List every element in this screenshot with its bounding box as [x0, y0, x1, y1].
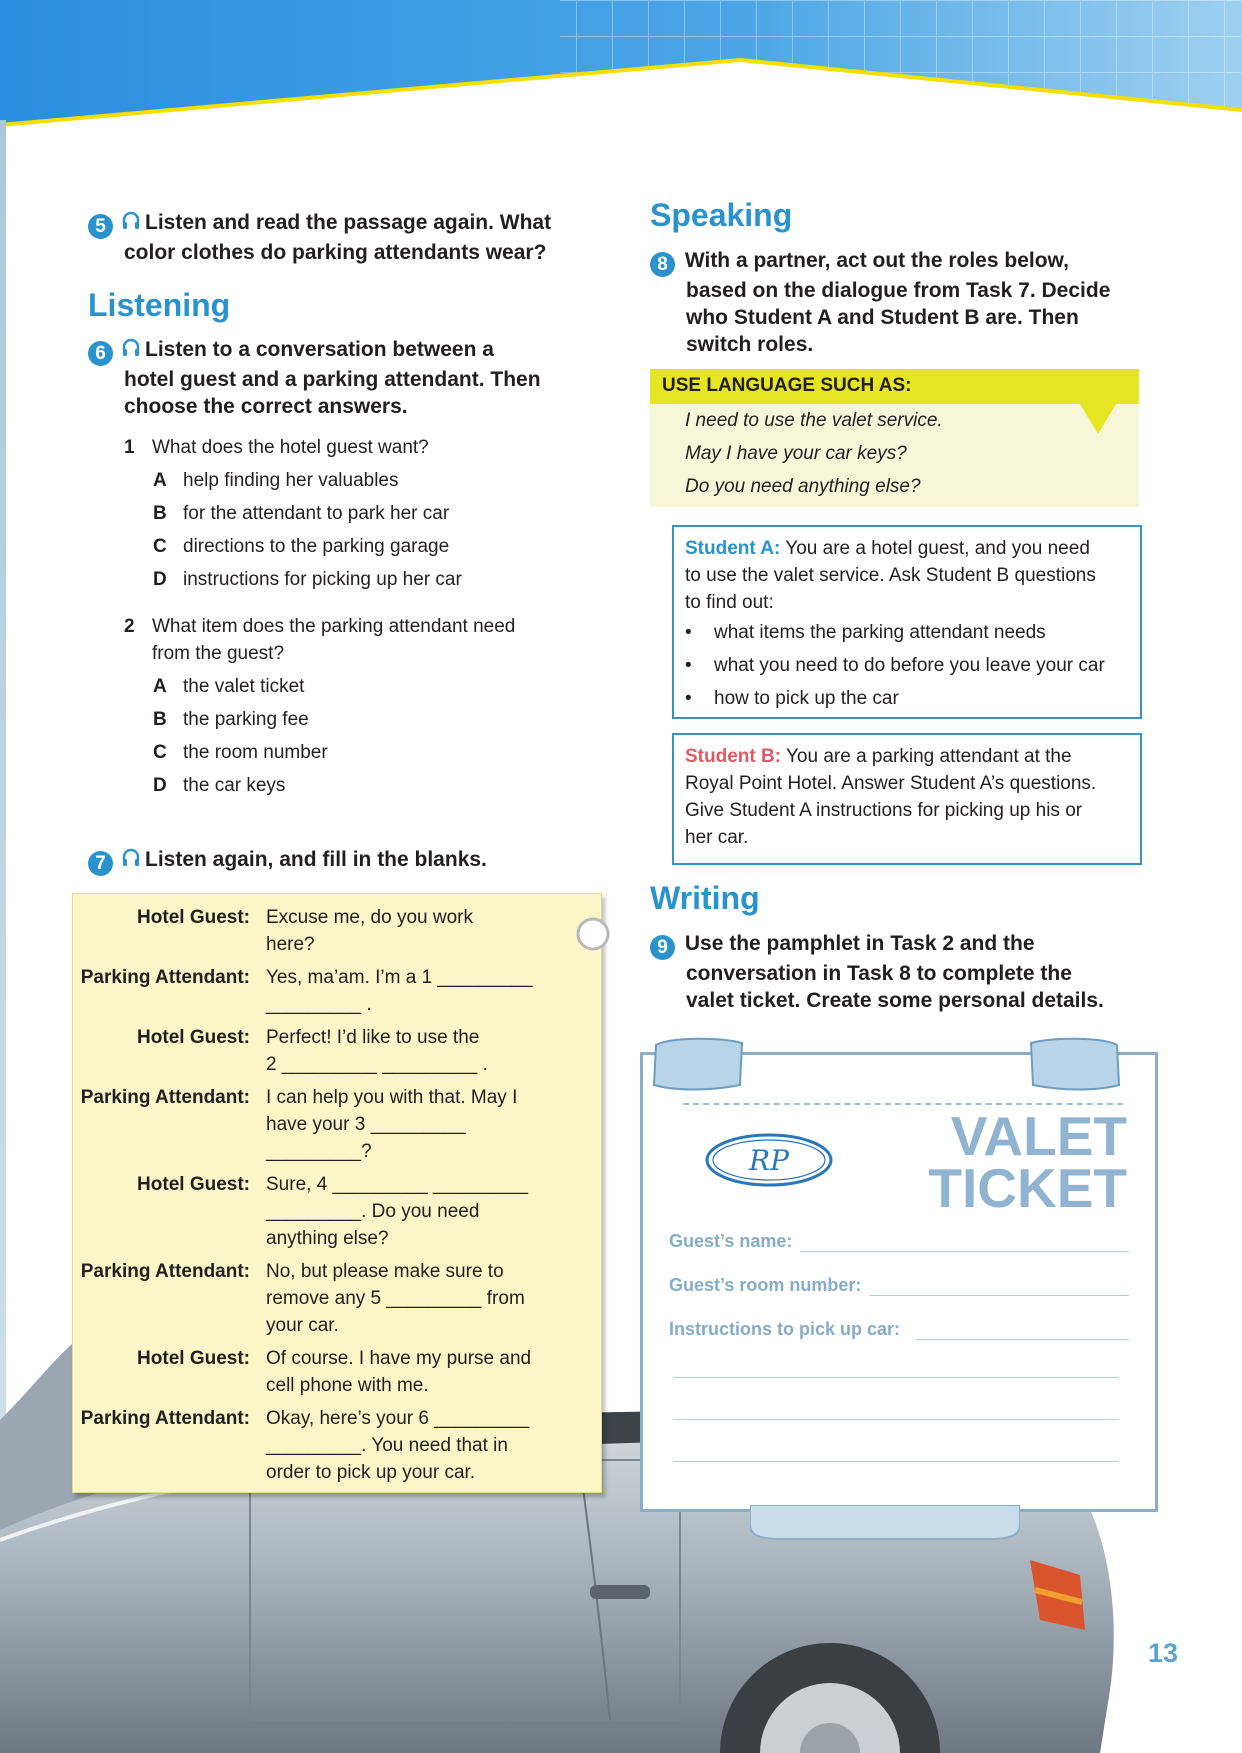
answer-option[interactable]: B for the attendant to park her car	[153, 503, 450, 524]
fill-blank[interactable]: _________. You need that in	[266, 1435, 508, 1456]
phrase: I need to use the valet service.	[685, 410, 943, 431]
writing-line[interactable]	[673, 1377, 1119, 1378]
dialogue-row: Parking Attendant: Okay, here’s your 6 _________ _________. You need that in order to pick up your car.	[73, 1405, 593, 1486]
headphones-icon	[121, 848, 141, 875]
writing-line[interactable]	[673, 1419, 1119, 1420]
fill-blank[interactable]: have your 3 _________	[266, 1114, 466, 1135]
section-title-speaking: Speaking	[650, 197, 793, 233]
exercise-number: 8	[650, 252, 675, 277]
fill-blank[interactable]: Okay, here’s your 6 _________	[266, 1408, 530, 1429]
dialogue-row: Hotel Guest: Sure, 4 _________ _________ _________. Do you need anything else?	[73, 1171, 593, 1252]
dialogue-row: Hotel Guest: Perfect! I’d like to use the 2 _________ _________ .	[73, 1024, 593, 1078]
answer-option[interactable]: D instructions for picking up her car	[153, 569, 462, 590]
section-title-listening: Listening	[88, 287, 231, 323]
answer-option[interactable]: A the valet ticket	[153, 676, 305, 697]
list-item: • how to pick up the car	[685, 682, 1130, 715]
answer-option[interactable]: C the room number	[153, 742, 328, 763]
headphones-icon	[121, 211, 141, 238]
exercise-number: 5	[88, 214, 113, 239]
dialogue-row: Parking Attendant: No, but please make sure to remove any 5 _________ from your car.	[73, 1258, 593, 1339]
answer-option[interactable]: C directions to the parking garage	[153, 536, 450, 557]
fill-blank[interactable]: Yes, ma’am. I’m a 1 _________	[266, 967, 533, 988]
student-a-box: Student A: You are a hotel guest, and you need to use the valet service. Ask Student B questions to find out: • what items the parking attendant needs • what you need to do before you leave your car • how to pick up the car	[672, 525, 1142, 719]
fill-blank[interactable]: _________. Do you need	[266, 1201, 480, 1222]
logo-text: RP	[749, 1144, 789, 1177]
question-2: 2 What item does the parking attendant need from the guest? A the valet ticket B the parking fee C the room number D the car keys	[124, 613, 604, 802]
answer-option[interactable]: B the parking fee	[153, 709, 309, 730]
phrase: May I have your car keys?	[685, 443, 907, 464]
exercise-7-instruction: 7 Listen again, and fill in the blanks.	[88, 846, 608, 876]
fill-blank[interactable]: remove any 5 _________ from	[266, 1288, 525, 1309]
answer-option[interactable]: D the car keys	[153, 775, 286, 796]
rp-logo	[703, 1130, 835, 1190]
header-banner	[0, 0, 1242, 140]
exercise-8-instruction: 8 With a partner, act out the roles below, based on the dialogue from Task 7. Decide who Student A and Student B are. Then switch roles.	[650, 247, 1150, 358]
fill-blank[interactable]: _________?	[266, 1141, 372, 1162]
use-language-heading: USE LANGUAGE SUCH AS:	[650, 369, 1139, 404]
dialogue-note	[72, 893, 602, 1493]
fill-blank[interactable]: _________ .	[266, 994, 372, 1015]
answer-option[interactable]: A help finding her valuables	[153, 470, 399, 491]
exercise-number: 7	[88, 851, 113, 876]
use-language-box	[650, 369, 1139, 507]
ticket-clip-right	[1025, 1035, 1123, 1091]
page-number: 13	[1148, 1638, 1179, 1668]
question-1: 1 What does the hotel guest want? A help finding her valuables B for the attendant to park her car C directions to the parking garage D instructions for picking up her car	[124, 434, 604, 596]
exercise-9-instruction: 9 Use the pamphlet in Task 2 and the conversation in Task 8 to complete the valet ticket. Create some personal details.	[650, 930, 1150, 1014]
exercise-number: 9	[650, 935, 675, 960]
valet-ticket	[640, 1052, 1158, 1512]
dialogue-row: Hotel Guest: Of course. I have my purse and cell phone with me.	[137, 1348, 532, 1396]
writing-line[interactable]	[673, 1461, 1119, 1462]
pickup-instructions-field[interactable]: Instructions to pick up car:	[669, 1319, 1129, 1340]
room-number-field[interactable]: Guest’s room number:	[669, 1275, 1129, 1296]
section-title-writing: Writing	[650, 880, 760, 916]
student-b-box: Student B: You are a parking attendant at the Royal Point Hotel. Answer Student A’s questions. Give Student A instructions for picking up his or her car.	[672, 733, 1142, 865]
student-b-label: Student B:	[685, 746, 782, 767]
ticket-base-tab	[750, 1505, 1020, 1541]
guest-name-field[interactable]: Guest’s name:	[669, 1231, 1129, 1252]
fill-blank[interactable]: 2 _________ _________ .	[266, 1054, 488, 1075]
list-item: • what you need to do before you leave your car	[685, 649, 1130, 682]
dialogue-row: Hotel Guest: Excuse me, do you work here?	[137, 907, 473, 955]
speech-tail-icon	[1080, 404, 1116, 434]
ticket-title: VALET TICKET	[928, 1105, 1127, 1219]
exercise-number: 6	[88, 341, 113, 366]
list-item: • what items the parking attendant needs	[685, 616, 1130, 649]
headphones-icon	[121, 338, 141, 365]
exercise-5-instruction: 5 Listen and read the passage again. What color clothes do parking attendants wear?	[88, 209, 608, 266]
fill-blank[interactable]: Sure, 4 _________ _________	[266, 1174, 529, 1195]
ticket-clip-left	[650, 1035, 748, 1091]
phrase: Do you need anything else?	[685, 476, 921, 497]
dialogue-row: Parking Attendant: Yes, ma’am. I’m a 1 _________ _________ .	[73, 964, 593, 1018]
dialogue-row: Parking Attendant: I can help you with that. May I have your 3 _________ _________?	[73, 1084, 593, 1165]
student-a-label: Student A:	[685, 538, 781, 559]
exercise-6-instruction: 6 Listen to a conversation between a hotel guest and a parking attendant. Then choose the correct answers.	[88, 336, 608, 420]
